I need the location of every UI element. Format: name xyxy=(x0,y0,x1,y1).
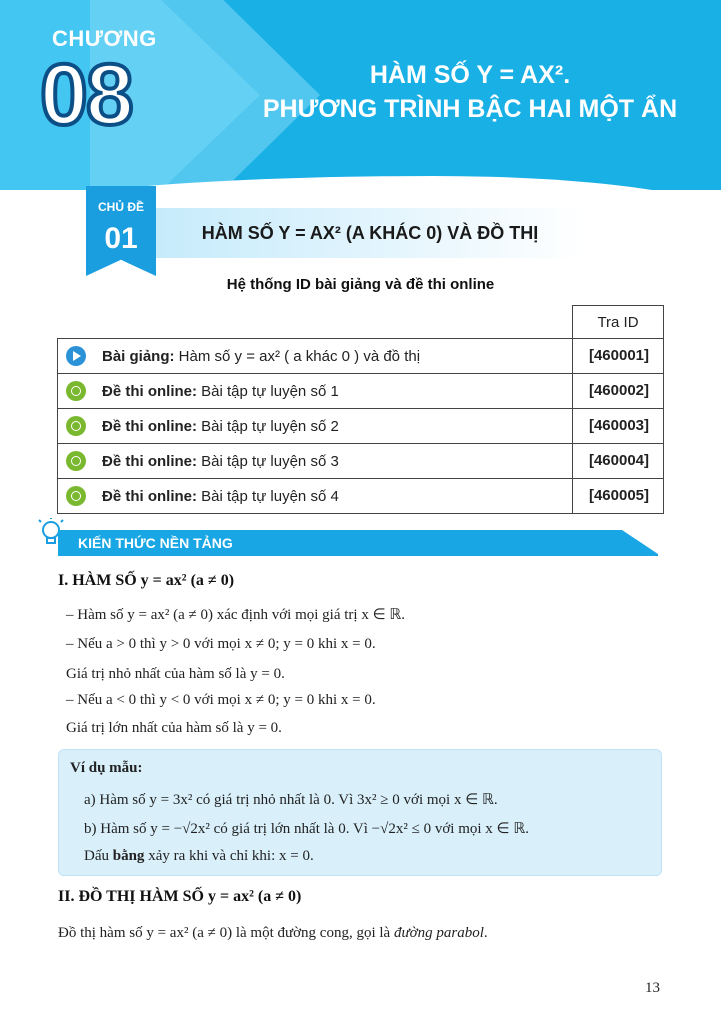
row-text: Đề thi online: Bài tập tự luyện số 3 xyxy=(102,452,339,470)
text-line: – Hàm số y = ax² (a ≠ 0) xác định với mọi giá trị x ∈ ℝ. xyxy=(66,607,406,623)
chapter-header xyxy=(0,0,721,190)
row-id: [460005] xyxy=(572,479,665,513)
row-id: [460003] xyxy=(572,409,665,443)
text-line: – Nếu a < 0 thì y < 0 với mọi x ≠ 0; y = 0 khi x = 0. xyxy=(66,692,376,708)
chapter-title-line2: PHƯƠNG TRÌNH BẬC HAI MỘT ẨN xyxy=(262,95,678,123)
chapter-title-line1: HÀM SỐ Y = AX². xyxy=(369,61,571,89)
row-id: [460004] xyxy=(572,444,665,478)
text-line: – Nếu a > 0 thì y > 0 với mọi x ≠ 0; y = 0 khi x = 0. xyxy=(66,636,376,652)
clock-icon xyxy=(66,451,86,471)
row-text: Đề thi online: Bài tập tự luyện số 2 xyxy=(102,417,339,435)
topic-label: CHỦ ĐỀ xyxy=(97,200,144,214)
row-text: Đề thi online: Bài tập tự luyện số 4 xyxy=(102,487,339,505)
table-row[interactable] xyxy=(58,339,663,374)
clock-icon xyxy=(66,416,86,436)
id-system-heading: Hệ thống ID bài giảng và đề thi online xyxy=(226,276,495,293)
tra-id-header: Tra ID xyxy=(572,305,664,339)
table-row[interactable] xyxy=(58,374,663,409)
row-text: Bài giảng: Hàm số y = ax² ( a khác 0 ) và đồ thị xyxy=(102,347,421,365)
id-table xyxy=(57,338,664,514)
section-heading: I. HÀM SỐ y = ax² (a ≠ 0) xyxy=(58,572,235,589)
row-id: [460001] xyxy=(572,339,665,373)
clock-icon xyxy=(66,381,86,401)
row-text: Đề thi online: Bài tập tự luyện số 1 xyxy=(102,382,339,400)
chapter-word: CHƯƠNG xyxy=(52,26,157,51)
text-line: Giá trị nhỏ nhất của hàm số là y = 0. xyxy=(66,666,285,682)
table-row[interactable] xyxy=(58,479,663,513)
topic-number: 01 xyxy=(104,222,138,255)
row-id: [460002] xyxy=(572,374,665,408)
topic-title: HÀM SỐ Y = AX² (A KHÁC 0) VÀ ĐỒ THỊ xyxy=(201,223,539,243)
chapter-title xyxy=(260,58,680,126)
play-icon xyxy=(66,346,86,366)
example-line: Dấu bằng xảy ra khi và chỉ khi: x = 0. xyxy=(84,848,314,864)
knowledge-title: KIẾN THỨC NỀN TẢNG xyxy=(78,535,233,551)
clock-icon xyxy=(66,486,86,506)
table-row[interactable] xyxy=(58,409,663,444)
example-line: a) Hàm số y = 3x² có giá trị nhỏ nhất là 0. Vì 3x² ≥ 0 với mọi x ∈ ℝ. xyxy=(84,792,498,808)
text-line: Giá trị lớn nhất của hàm số là y = 0. xyxy=(66,720,282,736)
chapter-number: 08 xyxy=(40,47,132,143)
page-number: 13 xyxy=(645,980,660,996)
example-line: b) Hàm số y = −√2x² có giá trị lớn nhất là 0. Vì −√2x² ≤ 0 với mọi x ∈ ℝ. xyxy=(84,821,529,837)
example-title: Ví dụ mẫu: xyxy=(70,760,143,776)
text-line: Đồ thị hàm số y = ax² (a ≠ 0) là một đường cong, gọi là đường parabol. xyxy=(58,925,488,941)
section-heading: II. ĐỒ THỊ HÀM SỐ y = ax² (a ≠ 0) xyxy=(58,888,302,905)
table-row[interactable] xyxy=(58,444,663,479)
